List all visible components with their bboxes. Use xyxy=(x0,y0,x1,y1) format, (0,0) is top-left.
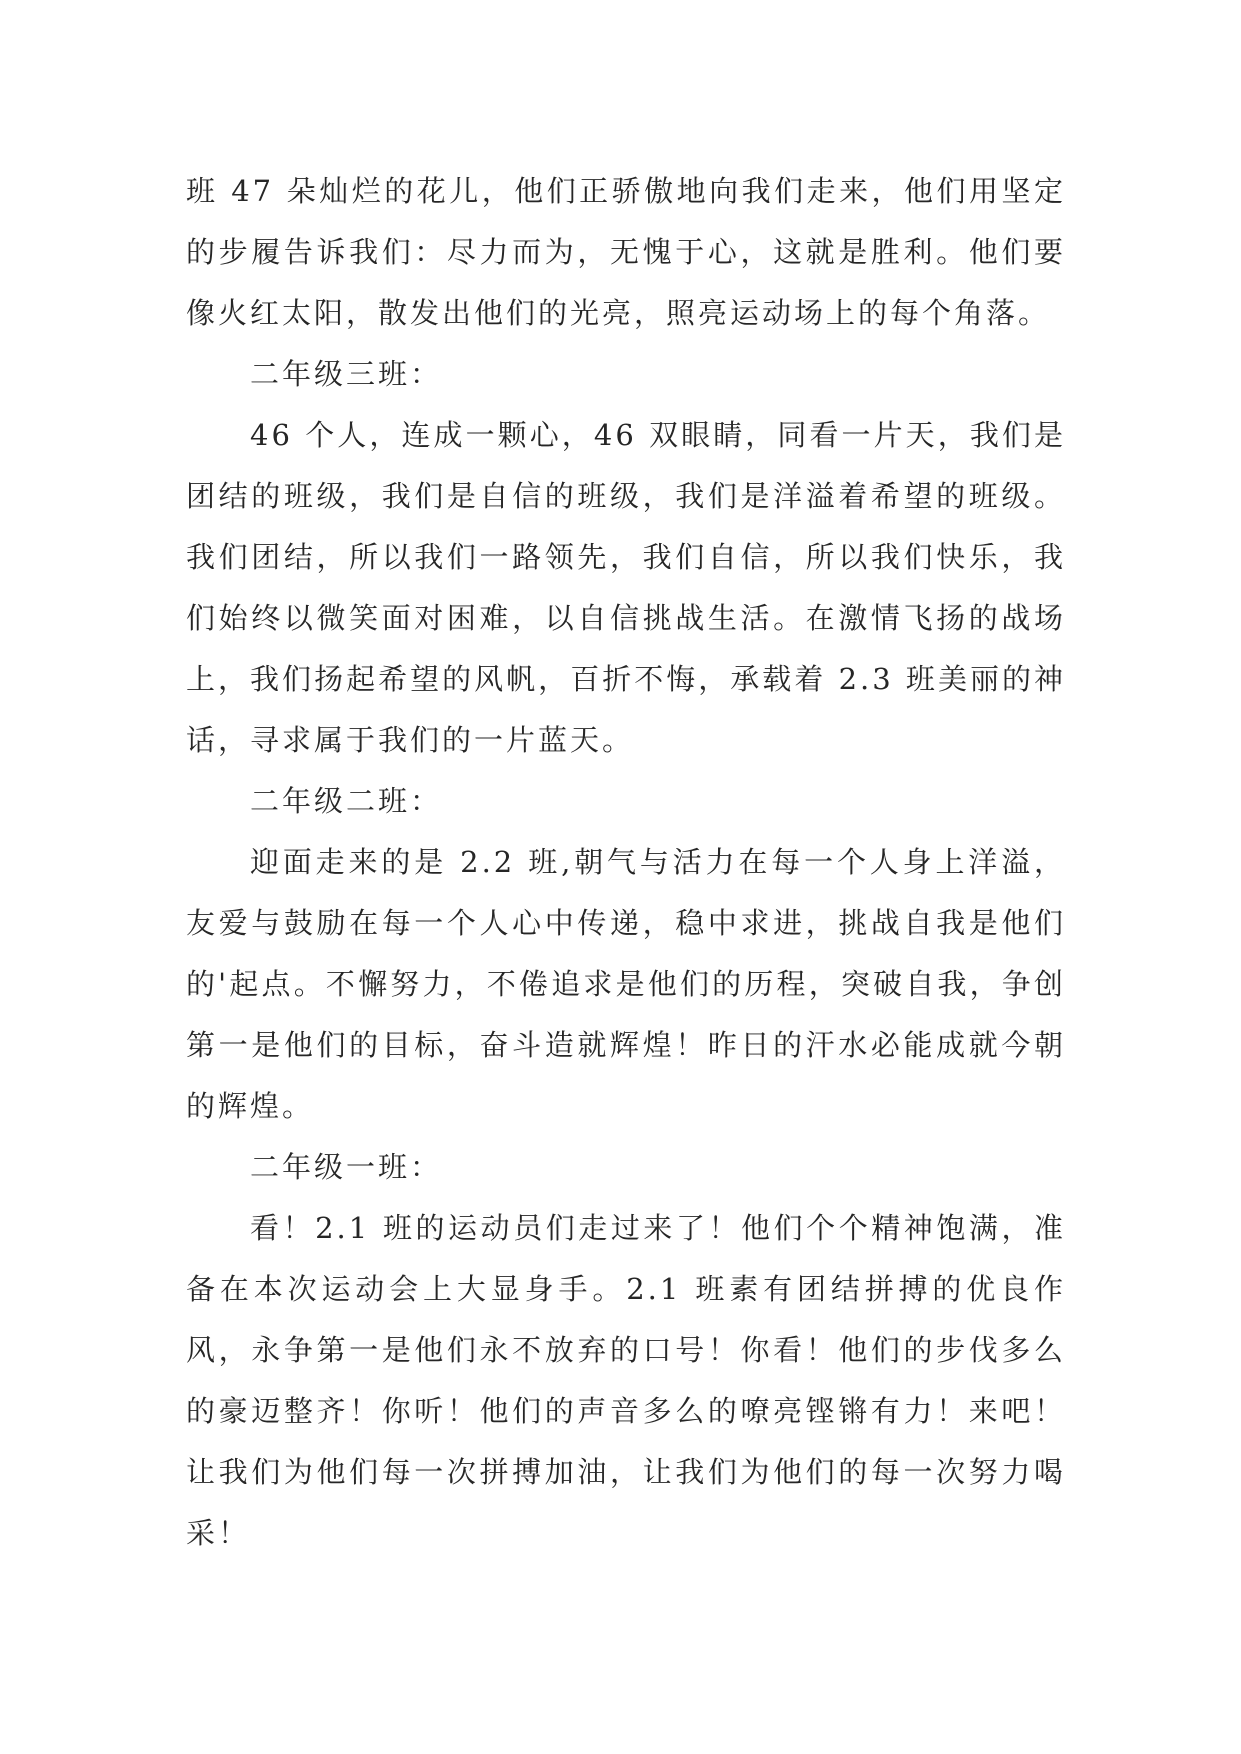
paragraph-grade2-class3: 46 个人，连成一颗心，46 双眼睛，同看一片天，我们是团结的班级，我们是自信的班级，我们是洋溢着希望的班级。我们团结，所以我们一路领先，我们自信，所以我们快乐，我们始终以微笑面对困难，以自信挑战生活。在激情飞扬的战场上，我们扬起希望的风帆，百折不悔，承载着 2.3 班美丽的神话，寻求属于我们的一片蓝天。 xyxy=(186,418,1066,757)
paragraph-grade2-class1: 看！2.1 班的运动员们走过来了！他们个个精神饱满，准备在本次运动会上大显身手。2.1 班素有团结拼搏的优良作风，永争第一是他们永不放弃的口号！你看！他们的步伐多么的豪迈整齐！你听！他们的声音多么的嘹亮铿锵有力！来吧！让我们为他们每一次拼搏加油，让我们为他们的每一次努力喝采！ xyxy=(186,1211,1066,1550)
document-body xyxy=(186,161,1066,1564)
paragraph-grade2-class2: 迎面走来的是 2.2 班,朝气与活力在每一个人身上洋溢，友爱与鼓励在每一个人心中传递，稳中求进，挑战自我是他们的'起点。不懈努力，不倦追求是他们的历程，突破自我，争创第一是他们的目标，奋斗造就辉煌！昨日的汗水必能成就今朝的辉煌。 xyxy=(186,845,1066,1123)
heading-grade2-class2: 二年级二班： xyxy=(250,784,443,818)
paragraph-class-intro-continued: 班 47 朵灿烂的花儿，他们正骄傲地向我们走来，他们用坚定的步履告诉我们：尽力而为，无愧于心，这就是胜利。他们要像火红太阳，散发出他们的光亮，照亮运动场上的每个角落。 xyxy=(186,174,1066,330)
heading-grade2-class3: 二年级三班： xyxy=(250,357,443,391)
heading-grade2-class1: 二年级一班： xyxy=(250,1150,443,1184)
